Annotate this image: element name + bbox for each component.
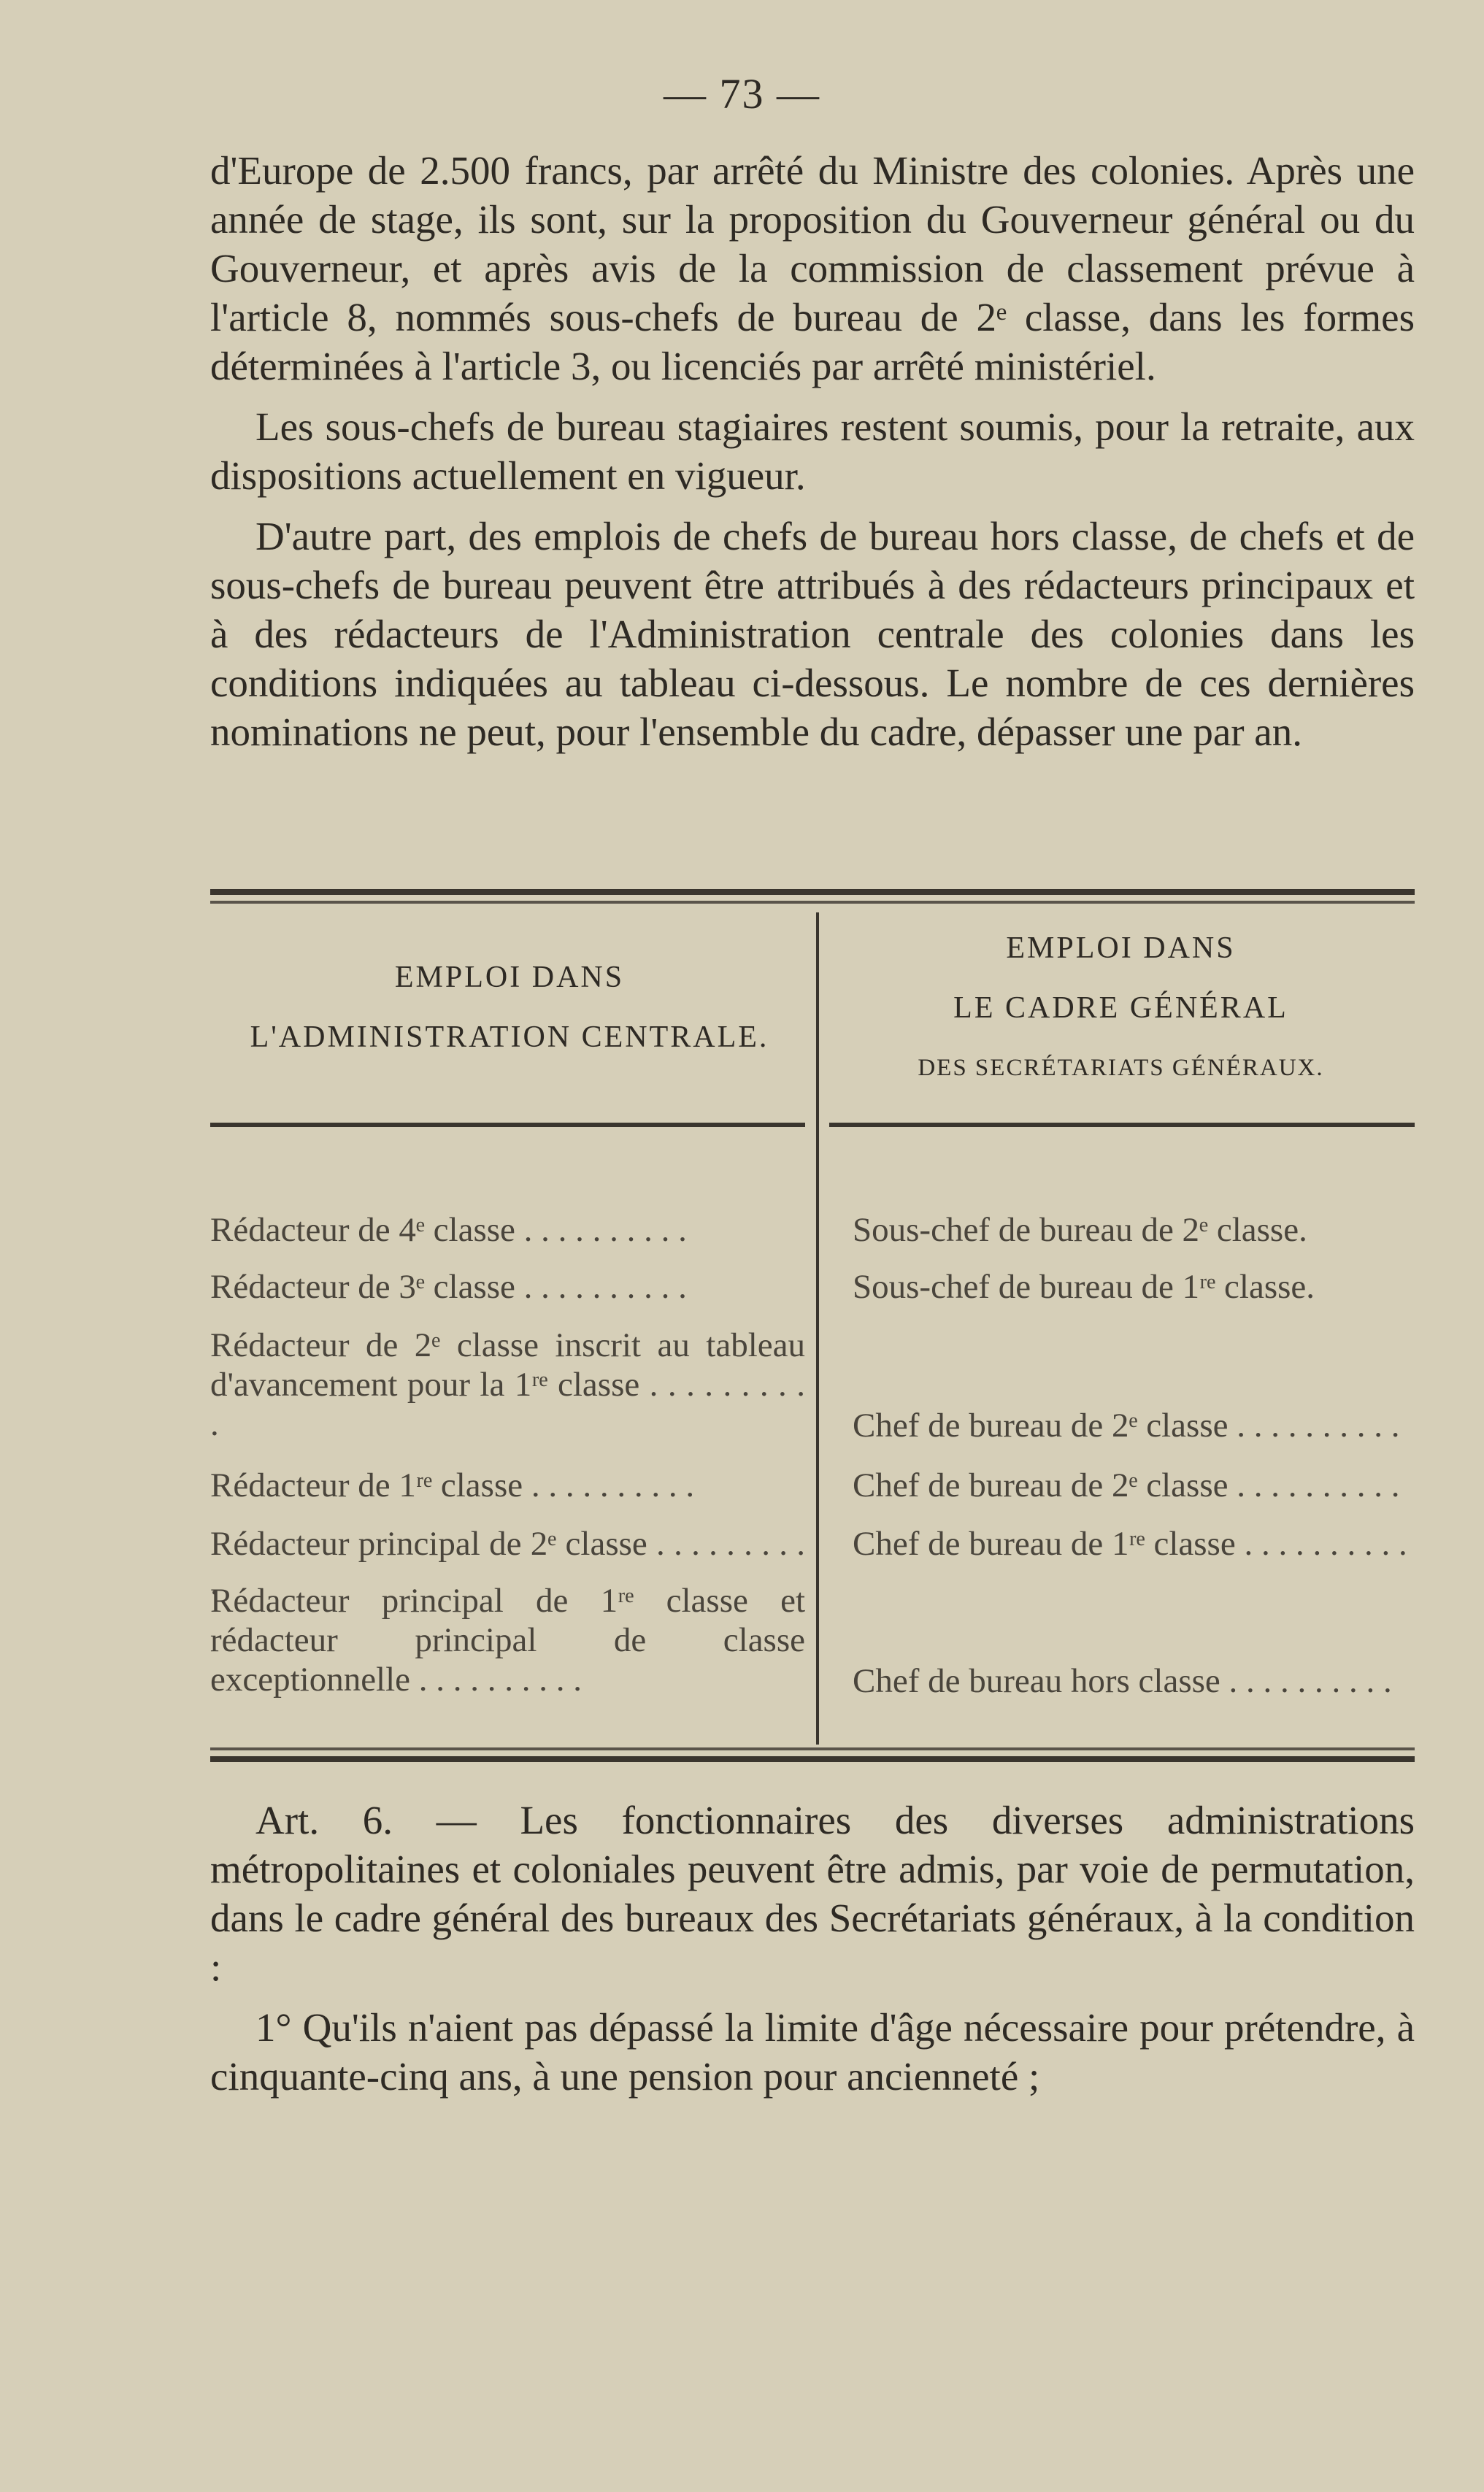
table-row-4-right: Chef de bureau de 2ᵉ classe . . . [853, 1466, 1415, 1505]
body-text-bottom [210, 1796, 1415, 2112]
table-column-divider [816, 912, 819, 1745]
table-row-1-left: Rédacteur de 4ᵉ classe . . . [210, 1210, 805, 1250]
table-row-3-left: Rédacteur de 2ᵉ classe inscrit au tableau d'avancement pour la 1ʳᵉ classe . . . [210, 1326, 805, 1444]
table-header-rule-right [829, 1123, 1415, 1127]
table-bottom-rule-secondary [210, 1747, 1415, 1750]
table-header-right [827, 918, 1415, 1098]
header-right-line3: DES SECRÉTARIATS GÉNÉRAUX. [918, 1055, 1324, 1081]
table-row-3-right: Chef de bureau de 2ᵉ classe . . . [853, 1406, 1415, 1445]
table-row-6-right: Chef de bureau hors classe . . . [853, 1661, 1415, 1701]
header-left-line2: L'ADMINISTRATION CENTRALE. [250, 1020, 769, 1054]
table-row-4-left: Rédacteur de 1ʳᵉ classe . . . [210, 1466, 805, 1505]
page-number: — 73 — [664, 70, 820, 118]
paragraph-continuation: d'Europe de 2.500 francs, par arrêté du Ministre des colonies. Après une année de stage, ils sont, sur la proposition du Gouverneur général ou du Gouverneur, et après avis de la commission de classement prévue à l'article 8, nommés sous-chefs de bureau de 2ᵉ classe, dans les formes déterminées à l'article 3, ou licenciés par arrêté ministériel. [210, 148, 1415, 388]
table-bottom-rule [210, 1756, 1415, 1762]
equivalence-table [210, 889, 1415, 1774]
header-right-line2: LE CADRE GÉNÉRAL [953, 991, 1288, 1025]
header-right-line1: EMPLOI DANS [1006, 931, 1236, 965]
table-row-6-left: Rédacteur principal de 1ʳᵉ classe et rédacteur principal de classe exceptionnelle . . . [210, 1581, 805, 1699]
table-row-1-right: Sous-chef de bureau de 2ᵉ classe. [853, 1211, 1307, 1249]
table-header-left [210, 947, 809, 1067]
table-row-2-right: Sous-chef de bureau de 1ʳᵉ classe. [853, 1268, 1315, 1306]
table-row-5-right: Chef de bureau de 1ʳᵉ classe . . . [853, 1524, 1415, 1564]
table-header-rule-left [210, 1123, 805, 1127]
paragraph-emplois: D'autre part, des emplois de chefs de bureau hors classe, de chefs et de sous-chefs de bureau peuvent être attribués à des rédacteurs principaux et à des rédacteurs de l'Administration centrale des colonies dans les conditions indiquées au tableau ci-dessous. Le nombre de ces dernières nominations ne peut, pour l'ensemble du cadre, dépasser une par an. [210, 514, 1415, 754]
table-row-2-left: Rédacteur de 3ᵉ classe . . . [210, 1267, 805, 1307]
header-left-line1: EMPLOI DANS [394, 961, 625, 994]
body-text-top [210, 146, 1415, 768]
paragraph-condition-1: 1° Qu'ils n'aient pas dépassé la limite d'âge nécessaire pour prétendre, à cinquante-cinq ans, à une pension pour ancienneté ; [210, 2005, 1415, 2099]
table-row-5-left: Rédacteur principal de 2ᵉ classe . . . [210, 1524, 805, 1603]
paragraph-stagiaires: Les sous-chefs de bureau stagiaires restent soumis, pour la retraite, aux dispositions actuellement en vigueur. [210, 404, 1415, 498]
paragraph-article-6: Art. 6. — Les fonctionnaires des diverses administrations métropolitaines et coloniales peuvent être admis, par voie de permutation, dans le cadre général des bureaux des Secrétariats généraux, à la condition : [210, 1798, 1415, 1989]
